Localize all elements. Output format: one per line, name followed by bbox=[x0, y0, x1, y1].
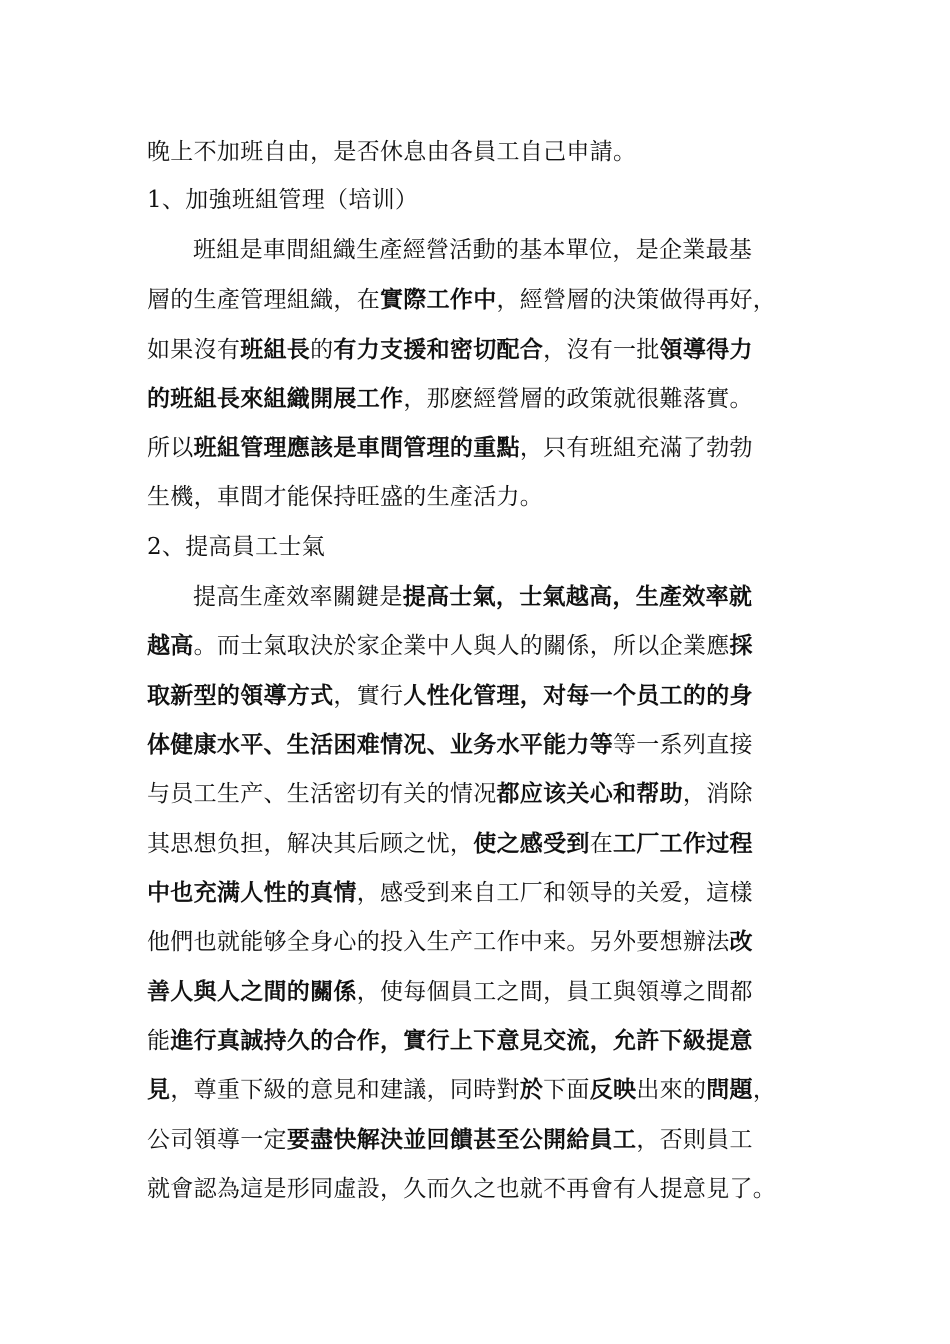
section-heading-1 bbox=[147, 180, 837, 220]
text-run: 就會認為這是形同虛設，久而久之也就不再會有人提意見了。 bbox=[147, 1176, 777, 1202]
bold-text-run: 要盡快解決並回饋甚至公開給員工 bbox=[286, 1126, 637, 1153]
paragraph-line bbox=[147, 972, 837, 1012]
bold-text-run: 工厂工作过程 bbox=[613, 830, 753, 857]
text-run: ，否則員工 bbox=[636, 1127, 753, 1153]
bold-text-run: 中也充满人性的真情 bbox=[147, 879, 357, 906]
text-run: 在 bbox=[589, 831, 614, 857]
text-run: 公司領導一定 bbox=[147, 1127, 287, 1153]
text-run: ，實行 bbox=[333, 683, 404, 709]
text-run: 与员工生产、生活密切有关的情况 bbox=[147, 781, 497, 807]
bold-text-run: 實際工作中 bbox=[380, 286, 497, 313]
bold-text-run: 採 bbox=[729, 632, 753, 659]
bold-text-run: 取新型的領導方式 bbox=[147, 682, 334, 709]
paragraph-line bbox=[147, 1070, 837, 1110]
bold-text-run: 問題 bbox=[706, 1076, 753, 1103]
paragraph-line bbox=[193, 577, 883, 617]
text-run: 層的生產管理組織，在 bbox=[147, 287, 380, 313]
text-run: 生機，車間才能保持旺盛的生產活力。 bbox=[147, 484, 544, 510]
text-run: 下面 bbox=[543, 1077, 590, 1103]
bold-text-run: 善人與人之間的關係 bbox=[147, 978, 357, 1005]
paragraph-line bbox=[147, 1021, 837, 1061]
text-run: 1、加強班組管理（培训） bbox=[147, 187, 419, 213]
text-run: ，沒有一批 bbox=[543, 337, 660, 363]
text-run: 出來的 bbox=[636, 1077, 707, 1103]
bold-text-run: 反映 bbox=[589, 1076, 637, 1103]
paragraph-line bbox=[147, 1120, 837, 1160]
text-run: 2、提高員工士氣 bbox=[147, 534, 326, 560]
text-run: ， bbox=[752, 1077, 777, 1103]
bold-text-run: 体健康水平、生活困难情况、业务水平能力等 bbox=[147, 731, 613, 758]
paragraph-line bbox=[147, 676, 837, 716]
text-run: 其思想负担，解决其后顾之忧， bbox=[147, 831, 474, 857]
bold-text-run: 領導得力 bbox=[659, 336, 753, 363]
bold-text-run: 進行真誠持久的合作，實行上下意見交流，允許下級提意 bbox=[170, 1027, 753, 1054]
paragraph-line bbox=[147, 132, 837, 172]
paragraph-line bbox=[193, 230, 883, 270]
bold-text-run: 班組管理應該是車間管理的重點 bbox=[193, 434, 520, 461]
text-run: ，那麽經營層的政策就很難落實。 bbox=[403, 386, 753, 412]
text-run: 他們也就能够全身心的投入生产工作中来。另外要想辦法 bbox=[147, 929, 730, 955]
bold-text-run: 見 bbox=[147, 1076, 171, 1103]
bold-text-run: 越高 bbox=[147, 632, 194, 659]
text-run: 所以 bbox=[147, 435, 194, 461]
bold-text-run: 都应该关心和帮助 bbox=[496, 780, 683, 807]
bold-text-run: 人性化管理，对每一个员工的的身 bbox=[403, 682, 753, 709]
text-run: ，尊重下級的意見和建議，同時對 bbox=[170, 1077, 520, 1103]
paragraph-line bbox=[147, 477, 837, 517]
text-run: 班組是車間組織生產經營活動的基本單位，是企業最基 bbox=[193, 237, 753, 263]
text-run: ，經營層的決策做得再好， bbox=[496, 287, 777, 313]
bold-text-run: 提高士氣，士氣越高，生產效率就 bbox=[402, 583, 753, 610]
paragraph-line bbox=[147, 922, 837, 962]
text-run: ，使每個員工之間，員工與領導之間都 bbox=[356, 979, 753, 1005]
bold-text-run: 有力支援和密切配合 bbox=[333, 336, 544, 363]
paragraph-line bbox=[147, 626, 837, 666]
text-run: 能 bbox=[147, 1028, 171, 1054]
text-run: 等一系列直接 bbox=[613, 732, 753, 758]
paragraph-line bbox=[147, 428, 837, 468]
paragraph-line bbox=[147, 379, 837, 419]
text-run: ，感受到来自工厂和领导的关爱，這樣 bbox=[356, 880, 753, 906]
text-run: 的 bbox=[310, 337, 334, 363]
bold-text-run: 改 bbox=[729, 928, 753, 955]
bold-text-run: 班組長 bbox=[240, 336, 311, 363]
paragraph-line bbox=[147, 725, 837, 765]
text-run: ，消除 bbox=[682, 781, 753, 807]
paragraph-line bbox=[147, 1169, 837, 1209]
section-heading-2 bbox=[147, 527, 837, 567]
text-run: ，只有班組充滿了勃勃 bbox=[519, 435, 753, 461]
paragraph-line bbox=[147, 774, 837, 814]
bold-text-run: 於 bbox=[519, 1076, 544, 1103]
bold-text-run: 的班組長來組織開展工作 bbox=[147, 385, 404, 412]
text-run: 晚上不加班自由，是否休息由各員工自己申請。 bbox=[147, 139, 637, 165]
text-run: 提高生產效率關鍵是 bbox=[193, 584, 403, 610]
paragraph-line bbox=[147, 873, 837, 913]
paragraph-line bbox=[147, 330, 837, 370]
bold-text-run: 使之感受到 bbox=[473, 830, 590, 857]
paragraph-line bbox=[147, 280, 837, 320]
paragraph-line bbox=[147, 824, 837, 864]
text-run: 。而士氣取決於家企業中人與人的關係，所以企業應 bbox=[193, 633, 730, 659]
text-run: 如果沒有 bbox=[147, 337, 241, 363]
